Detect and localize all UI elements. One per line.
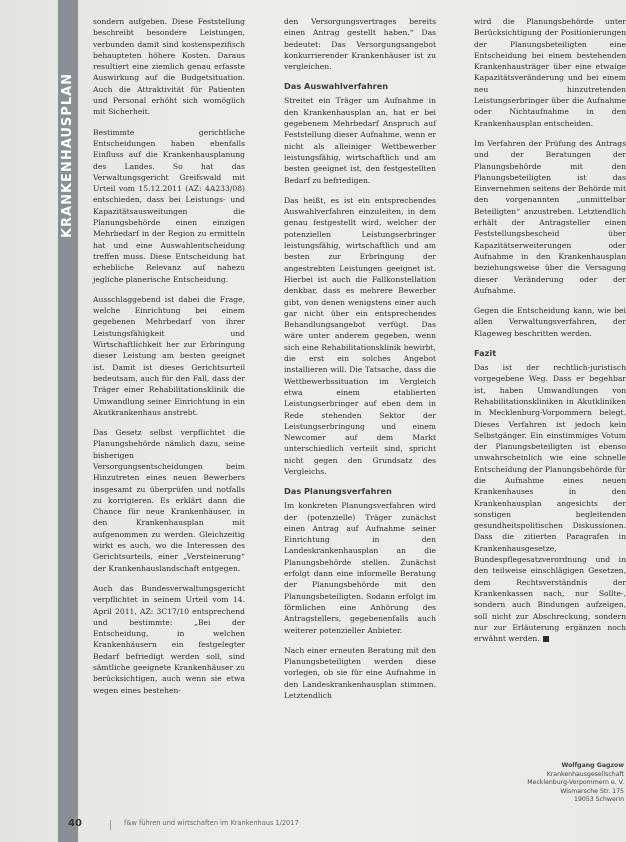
author-street: Wismarsche Str. 175: [560, 787, 624, 795]
body-paragraph: Das heißt, es ist ein entsprechendes Auswahlverfahren einzuleiten, in dem genau festgestellt wird, welcher der potenziellen Leistungserbringer leistungsfähig, wirtschaftlich und am besten zur Erbringung der angestrebten Leistungen geeignet ist. Hierbei ist auch die Fallkonstellation denkbar, dass es mehrere Bewerber gibt, von denen wenigstens einer auch gar nicht über ein entsprechendes Behandlungsangebot verfügt. Das wäre unter anderem gegeben, wenn sich eine Rehabilitationsklinik bewirbt, die erst ein solches Angebot installieren will. Die Tatsache, dass die Wettbewerbssituation im Vergleich etwa einem etablierten Leistungserbringer auf eben dem in Rede stehenden Sektor der Leistungserbringung und einem Newcomer auf dem Markt unterschiedlich verteilt sind, spricht nicht gegen den Grundsatz des Vergleichs.: [284, 195, 436, 476]
section-label-text: KRANKENHAUSPLAN: [60, 72, 76, 238]
text-column-1: [93, 16, 245, 705]
section-label: [58, 60, 78, 250]
author-block: [474, 762, 624, 805]
body-paragraph: Auch das Bundesverwaltungsgericht verpflichtet in seinem Urteil vom 14. April 2011, AZ: 3C17/10 entsprechend und bestimmte: „Bei der Entscheidung, in welchen Krankenhäusern ein festgelegter Bedarf befriedigt werden soll, sind sämtliche geeignete Krankenhäuser zu berücksichtigen, auch wenn sie etwa wegen eines bestehen-: [93, 583, 245, 695]
section-heading: Das Auswahlverfahren: [284, 81, 389, 92]
text-column-3: [474, 16, 626, 653]
author-city: 19053 Schwerin: [574, 796, 624, 804]
body-paragraph: Streitet ein Träger um Aufnahme in den Krankenhausplan an, hat er bei gegebenem Mehrbedarf Anspruch auf Feststellung dieser Aufnahme, wenn er nicht als alleiniger Wettbewerber leistungsfähig, wirtschaftlich und am besten geeignet ist, den festgestellten Bedarf zu befriedigen.: [284, 96, 436, 185]
body-paragraph: wird die Planungsbehörde unter Berücksichtigung der Positionierungen der Planungsbeteiligten eine Entscheidung bei einem bestehenden Krankenhausträger über eine etwaige Kapazitätsveränderung und bei einem neu hinzutretenden Leistungserbringer über die Aufnahme oder Nichtaufnahme in den Krankenhausplan entscheiden.: [474, 17, 626, 128]
page-number: 40: [68, 818, 82, 829]
author-org: Krankenhausgesellschaft: [546, 770, 624, 778]
publication-name: f&w führen und wirtschaften im Krankenhaus 1/2017: [124, 819, 299, 827]
page-footer: [60, 818, 460, 832]
article-end-mark: [543, 636, 549, 642]
text-column-2: [284, 16, 436, 710]
body-paragraph: Das ist der rechtlich-juristisch vorgegebene Weg. Dass er begehbar ist, haben Umwandlungen von Rehabilitationskliniken in Akutkliniken in Mecklenburg-Vorpommern belegt. Dieses Verfahren ist jedoch kein Selbstgänger. Ein einstimmiges Votum der Planungsbeteiligten ist ebenso unwahrscheinlich wie eine schnelle Entscheidung der Planungsbehörde für die Aufnahme eines neuen Krankenhauses in den Krankenhausplan angesichts der sonstigen begleitenden gesundheitspolitischen Diskussionen. Dass die zitierten Paragrafen in Krankenhausgesetze, Bundespflegesatzverordnung und in den teilweise einschlägigen Gesetzen, dem Rechtsverständnis der Krankenkassen nach, nur Sollte-, sondern auch Bindungen aufzeigen, soll nicht zur Abschreckung, sondern nur zur Erläuterung ergänzen noch erwähnt werden.: [474, 363, 626, 644]
body-paragraph: Gegen die Entscheidung kann, wie bei allen Verwaltungsverfahren, der Klageweg beschritten werden.: [474, 306, 626, 338]
body-paragraph: Ausschlaggebend ist dabei die Frage, welche Einrichtung bei einem gegebenen Mehrbedarf von ihrer Leistungsfähigkeit und Wirtschaftlichkeit her zur Erbringung dieser Leistung am besten geeignet ist. Damit ist dieses Gerichtsurteil bedeutsam, auch für den Fall, dass der Träger einer Rehabilitationsklinik die Umwandlung seiner Einrichtung in ein Akutkrankenhaus anstrebt.: [93, 294, 245, 417]
body-paragraph: sondern aufgeben. Diese Feststellung beschreibt besondere Leistungen, verbunden damit sind kostenspezifisch behaupteten höhere Kosten. Daraus resultiert eine ziemlich genau erfasste Auswirkung auf die Budgetsituation. Auch die Attraktivität für Patienten und Personal erhöht sich womöglich mit Sicherheit.: [93, 17, 245, 117]
body-paragraph: Das Gesetz selbst verpflichtet die Planungsbehörde nämlich dazu, seine bisherigen Versorgungsentscheidungen beim Hinzutreten eines neuen Bewerbers insgesamt zu überprüfen und notfalls zu korrigieren. Es erklärt dann die Chance für neue Krankenhäuser, in den Krankenhausplan mit aufgenommen zu werden. Gleichzeitig wirkt es auch, wo die Interessen des Gerichtsurteils, einer „Versteinerung“ der Krankenhauslandschaft entgegen.: [93, 428, 245, 573]
footer-divider: [110, 820, 111, 830]
body-paragraph: Nach einer erneuten Beratung mit den Planungsbeteiligten werden diese vorlegen, ob sie für eine Aufnahme in den Landeskrankenhausplan stimmen. Letztendlich: [284, 645, 436, 701]
section-heading: Das Planungsverfahren: [284, 486, 392, 497]
body-paragraph: Im konkreten Planungsverfahren wird der (potenzielle) Träger zunächst einen Antrag auf Aufnahme seiner Einrichtung in den Landeskrankenhausplan an die Planungsbehörde stellen. Zunächst erfolgt dann eine informelle Beratung der Planungsbehörde mit den Planungsbeteiligten. Sodann erfolgt im förmlichen eine Anhörung des Antragstellers, gegebenenfalls auch weiterer potenzieller Anbieter.: [284, 501, 436, 635]
section-heading: Fazit: [474, 348, 497, 359]
body-paragraph: den Versorgungsvertrages bereits einen Antrag gestellt haben.“ Das bedeutet: Das Versorgungsangebot konkurrierender Krankenhäuser ist zu vergleichen.: [284, 17, 436, 72]
body-paragraph: Bestimmte gerichtliche Entscheidungen haben ebenfalls Einfluss auf die Krankenhausplanung des Landes. So hat das Verwaltungsgericht Greifswald mit Urteil vom 15.12.2011 (AZ: 4A233/08) entschieden, dass bei Leistungs- und Kapazitätsausweitungen die Planungsbehörde einen einzigen Mehrbedarf in der Region zu ermitteln hat und eine Auswahlentscheidung treffen muss. Diese Entscheidung hat erhebliche Relevanz auf nahezu jegliche planerische Entscheidung.: [93, 127, 245, 284]
author-name: Wolfgang Gagzow: [561, 762, 624, 769]
author-region: Mecklenburg-Vorpommern e. V.: [527, 779, 624, 787]
body-paragraph: Im Verfahren der Prüfung des Antrags und der Beratungen der Planungsbehörde mit den Planungsbeteiligten ist das Einvernehmen seitens der Behörde mit den vorgenannten „unmittelbar Beteiligten“ anzustreben. Letztendlich erhält der Antragsteller einen Feststellungsbescheid über Kapazitätserweiterungen oder Aufnahme in den Krankenhausplan beziehungsweise über die Versagung dieser Veränderung oder der Aufnahme.: [474, 138, 626, 295]
